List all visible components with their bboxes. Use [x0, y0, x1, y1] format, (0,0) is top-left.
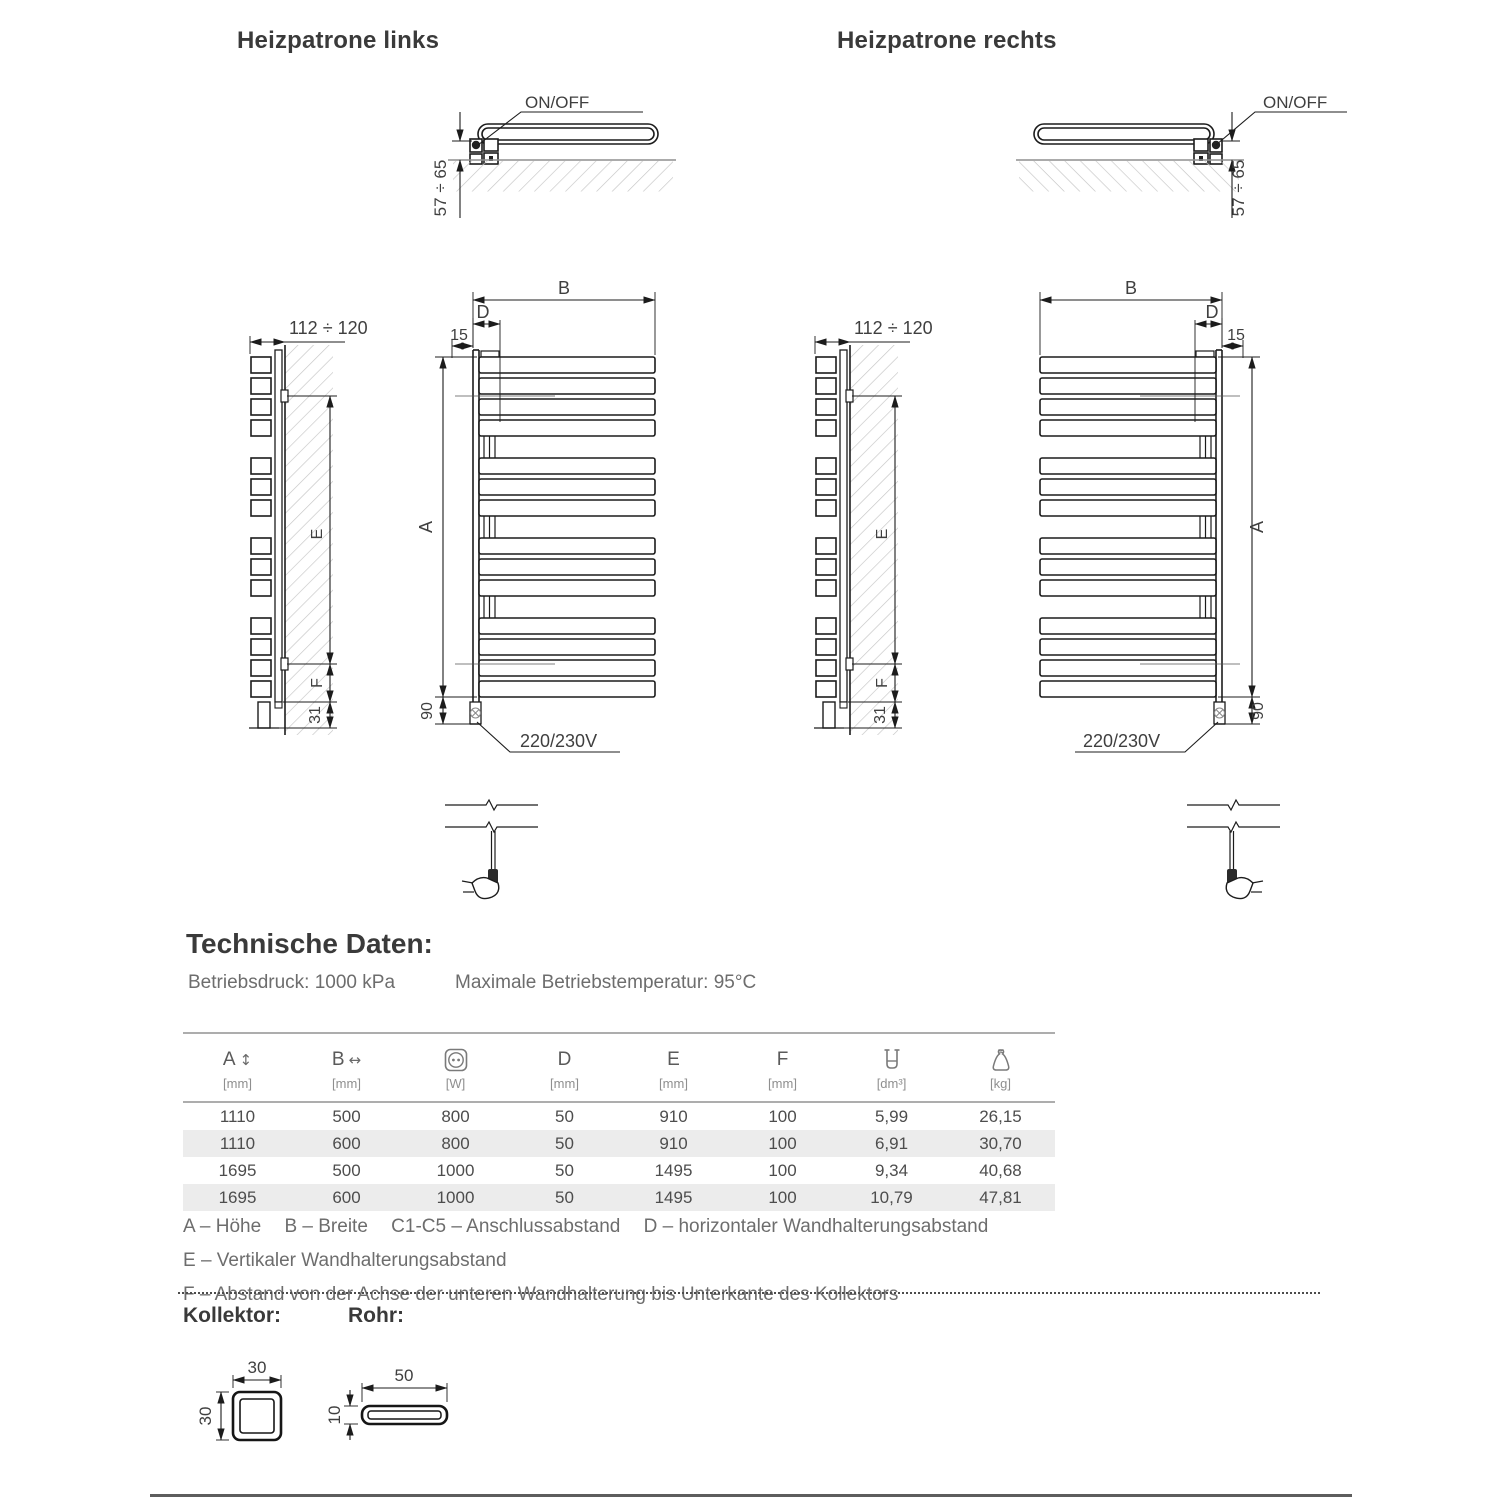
voltage-label: 220/230V — [520, 731, 598, 751]
kollektor-width-label: 30 — [247, 1358, 267, 1377]
cell: 50 — [555, 1107, 574, 1126]
dim-e-label: E — [874, 528, 891, 540]
legend-item: C1-C5 – Anschlussabstand — [391, 1216, 621, 1237]
table-row — [183, 1184, 1055, 1211]
col-header-weight — [946, 1034, 1055, 1101]
wall-distance-label: 57 ÷ 65 — [431, 159, 450, 217]
weight-icon — [989, 1047, 1013, 1073]
col-header-f — [728, 1034, 837, 1101]
depth-label: 112 ÷ 120 — [289, 318, 368, 338]
cell: 50 — [555, 1161, 574, 1180]
water-volume-icon — [881, 1047, 903, 1073]
cell: 100 — [768, 1188, 797, 1207]
max-temp-text: Maximale Betriebstemperatur: 95°C — [455, 972, 757, 993]
dim-f-label: F — [309, 678, 326, 688]
dotted-divider — [178, 1292, 1320, 1294]
horizontal-arrow-icon: ↔ — [348, 1050, 362, 1069]
dim-d-label: D — [476, 302, 490, 322]
col-header-e — [619, 1034, 728, 1101]
col-unit: [dm³] — [876, 1075, 907, 1091]
dim-15-label: 15 — [1227, 327, 1245, 344]
title-left: Heizpatrone links — [237, 27, 440, 54]
dim-d-label: D — [1205, 302, 1219, 322]
table-row — [183, 1157, 1055, 1184]
cell: 1495 — [654, 1188, 693, 1207]
on-off-label: ON/OFF — [525, 93, 590, 112]
cell: 100 — [768, 1134, 797, 1153]
title-right: Heizpatrone rechts — [837, 27, 1057, 54]
kollektor-height-label: 30 — [196, 1406, 215, 1426]
dim-31-label: 31 — [307, 706, 324, 724]
table-row — [183, 1103, 1055, 1130]
col-unit: [mm] — [550, 1075, 579, 1091]
rohr-width-label: 50 — [394, 1366, 414, 1385]
col-label: B — [331, 1048, 345, 1070]
col-header-volume — [837, 1034, 946, 1101]
dim-90-label: 90 — [1250, 702, 1267, 720]
rohr-profile — [300, 1330, 500, 1470]
cell: 6,91 — [874, 1134, 909, 1153]
cell: 50 — [555, 1134, 574, 1153]
dim-31-label: 31 — [872, 706, 889, 724]
cell: 26,15 — [979, 1107, 1022, 1126]
radiator-drawing-right — [790, 262, 1290, 777]
dim-a-label: A — [1247, 520, 1267, 534]
power-socket-icon — [443, 1047, 469, 1073]
rohr-label: Rohr: — [348, 1304, 404, 1327]
top-view-right — [932, 84, 1362, 234]
cell: 1495 — [654, 1161, 693, 1180]
dim-15-label: 15 — [450, 327, 468, 344]
cell: 47,81 — [979, 1188, 1022, 1207]
on-off-label: ON/OFF — [1263, 93, 1328, 112]
col-header-a — [183, 1034, 292, 1101]
cell: 1695 — [218, 1161, 257, 1180]
cell: 800 — [441, 1134, 470, 1153]
cell: 9,34 — [874, 1161, 909, 1180]
col-label: E — [667, 1048, 680, 1070]
pressure-text: Betriebsdruck: 1000 kPa — [188, 972, 396, 993]
cell: 5,99 — [874, 1107, 909, 1126]
legend-line-1 — [183, 1210, 1343, 1278]
cell: 600 — [332, 1134, 361, 1153]
cell: 1695 — [218, 1188, 257, 1207]
top-view-left — [408, 84, 758, 234]
rohr-height-label: 10 — [325, 1405, 344, 1425]
kollektor-label: Kollektor: — [183, 1304, 282, 1327]
vertical-arrow-icon: ↕ — [239, 1050, 253, 1069]
legend-item: A – Höhe — [183, 1216, 262, 1237]
cell: 1000 — [436, 1161, 475, 1180]
tech-data-heading: Technische Daten: — [186, 928, 433, 959]
col-unit: [W] — [445, 1075, 466, 1091]
col-label: D — [557, 1048, 572, 1070]
voltage-label: 220/230V — [1083, 731, 1161, 751]
col-unit: [mm] — [332, 1075, 361, 1091]
dim-b-label: B — [557, 278, 571, 298]
col-header-d — [510, 1034, 619, 1101]
dim-a-label: A — [416, 520, 436, 534]
radiator-drawing-left — [225, 262, 725, 777]
dimension-legend — [183, 1210, 1343, 1312]
cell: 500 — [332, 1107, 361, 1126]
cell: 30,70 — [979, 1134, 1022, 1153]
dim-90-label: 90 — [419, 702, 436, 720]
col-header-b — [292, 1034, 401, 1101]
legend-item: B – Breite — [284, 1216, 368, 1237]
cell: 1110 — [219, 1134, 256, 1153]
cell: 1110 — [219, 1107, 256, 1126]
dim-e-label: E — [309, 528, 326, 540]
table-row — [183, 1130, 1055, 1157]
cell: 910 — [659, 1134, 688, 1153]
spec-table — [183, 1032, 1055, 1211]
cell: 100 — [768, 1161, 797, 1180]
wall-distance-label: 57 ÷ 65 — [1229, 159, 1248, 217]
spec-table-header — [183, 1032, 1055, 1103]
cell: 1000 — [436, 1188, 475, 1207]
col-header-power — [401, 1034, 510, 1101]
col-unit: [mm] — [223, 1075, 252, 1091]
cell: 100 — [768, 1107, 797, 1126]
col-unit: [mm] — [768, 1075, 797, 1091]
depth-label: 112 ÷ 120 — [854, 318, 933, 338]
col-unit: [kg] — [990, 1075, 1011, 1091]
cell: 910 — [659, 1107, 688, 1126]
cell: 40,68 — [979, 1161, 1022, 1180]
col-label: F — [776, 1048, 789, 1070]
cell: 800 — [441, 1107, 470, 1126]
cell: 50 — [555, 1188, 574, 1207]
cell: 600 — [332, 1188, 361, 1207]
power-plug-icon — [1178, 795, 1288, 910]
dim-f-label: F — [874, 678, 891, 688]
dim-b-label: B — [1124, 278, 1138, 298]
legend-item: F – Abstand von der Achse der unteren Wandhalterung bis Unterkante des Kollektors — [183, 1284, 899, 1305]
cell: 500 — [332, 1161, 361, 1180]
legend-item: E – Vertikaler Wandhalterungsabstand — [183, 1250, 507, 1271]
legend-item: D – horizontaler Wandhalterungsabstand — [643, 1216, 989, 1237]
cell: 10,79 — [870, 1188, 913, 1207]
col-label: A — [222, 1048, 236, 1070]
bottom-rule — [150, 1494, 1352, 1497]
power-plug-icon — [440, 795, 550, 910]
col-unit: [mm] — [659, 1075, 688, 1091]
